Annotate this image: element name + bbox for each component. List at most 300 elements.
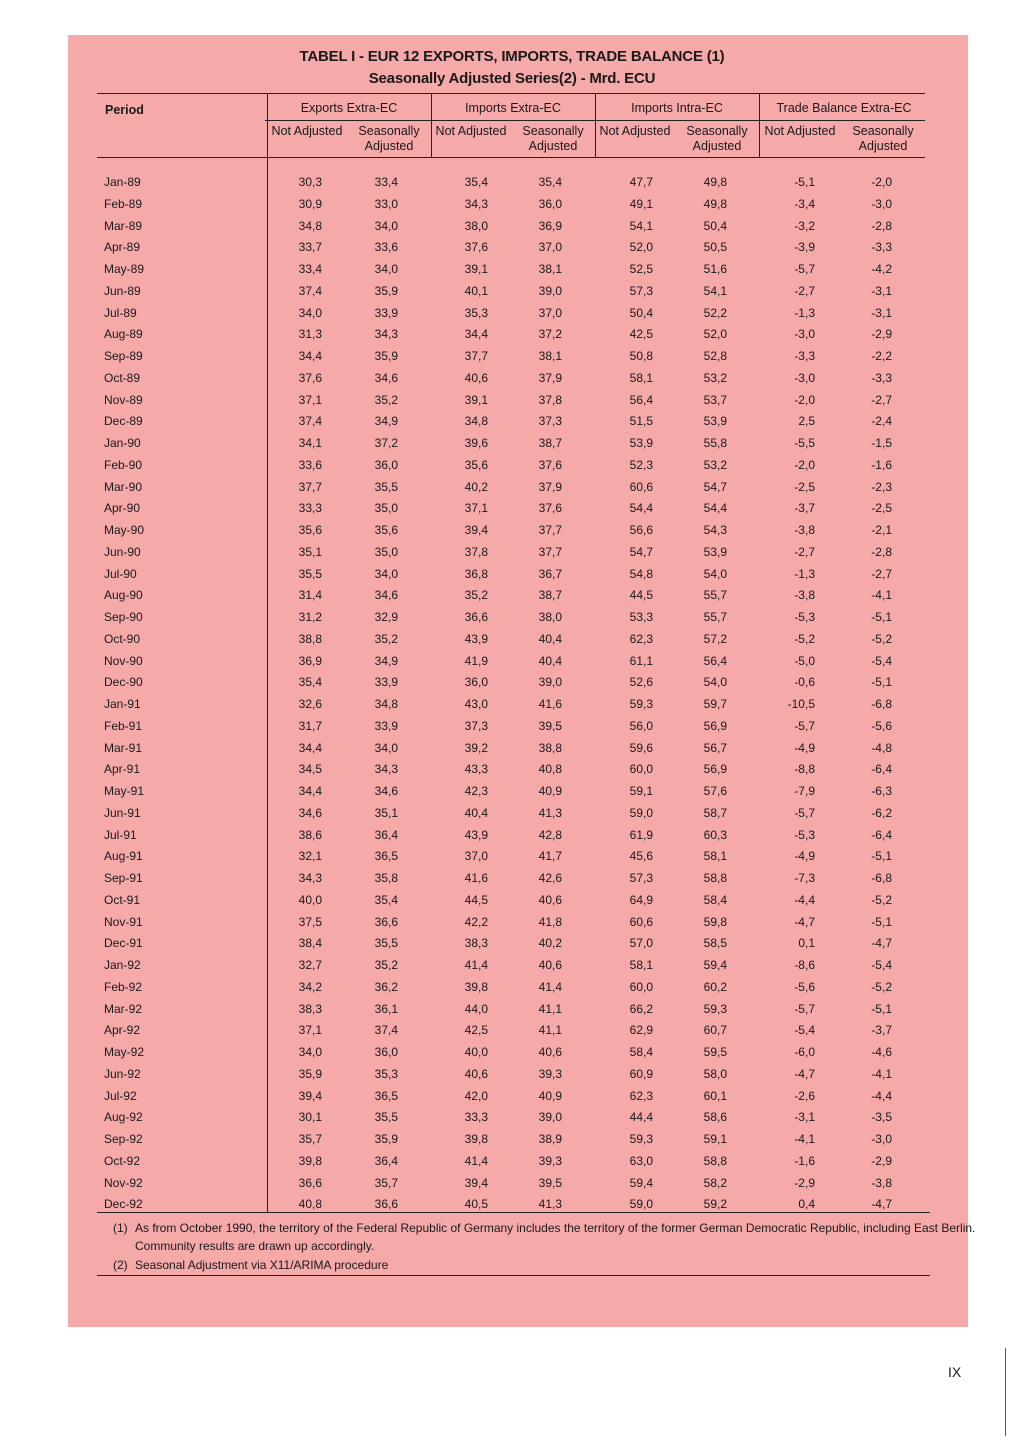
value-cell: 37,7 [298,479,322,494]
value-cell: 59,3 [703,1001,727,1016]
value-cell: 47,7 [629,175,653,189]
notes-bottom-rule [97,1275,930,1276]
value-cell: 37,0 [538,240,562,255]
note-2-marker: (2) [113,1258,128,1272]
value-cell: 58,5 [703,936,727,951]
value-cell: 32,6 [298,697,322,711]
value-cell: 39,4 [464,523,488,537]
header-top-rule [97,93,925,94]
table-row [0,629,1024,651]
value-cell: -1,6 [794,1153,815,1168]
value-cell: 55,8 [703,436,727,450]
table-row [0,477,1024,499]
value-cell: 34,0 [374,566,398,581]
value-cell: 35,5 [374,479,398,494]
value-cell: 36,9 [298,653,322,668]
value-cell: 41,3 [538,1197,562,1212]
value-cell: 59,3 [629,697,653,711]
value-cell: -4,4 [871,1088,892,1103]
value-cell: 53,2 [703,370,727,385]
value-cell: 35,0 [374,501,398,516]
value-cell: -1,6 [871,457,892,472]
value-cell: 54,4 [703,501,727,516]
value-cell: 37,6 [538,457,562,472]
value-cell: 59,3 [629,1132,653,1146]
value-cell: -3,3 [794,349,815,363]
value-cell: 30,3 [298,175,322,189]
value-cell: 60,0 [629,762,653,777]
value-cell: 50,8 [629,349,653,363]
table-row [0,194,1024,216]
value-cell: 34,0 [374,740,398,755]
value-cell: -5,4 [871,958,892,972]
value-cell: 59,1 [629,784,653,798]
table-row [0,803,1024,825]
value-cell: 59,0 [629,1197,653,1212]
value-cell: 53,9 [703,414,727,429]
value-cell: 42,5 [464,1023,488,1038]
value-cell: 61,1 [629,653,653,668]
value-cell: -4,2 [871,262,892,276]
table-row [0,1194,1024,1216]
value-cell: -4,9 [794,740,815,755]
note-1-text-continued: Community results are drawn up accordingly. [135,1239,375,1253]
value-cell: -2,4 [871,414,892,429]
period-cell: Apr-89 [104,240,141,255]
value-cell: 0,4 [798,1197,815,1212]
value-cell: -5,2 [794,631,815,646]
value-cell: -2,6 [794,1088,815,1103]
value-cell: 52,8 [703,349,727,363]
period-cell: Jul-92 [104,1088,137,1103]
value-cell: 57,3 [629,283,653,298]
value-cell: -5,1 [871,914,892,929]
value-cell: 39,0 [538,1110,562,1125]
period-cell: Sep-91 [104,871,143,885]
value-cell: 34,8 [374,697,398,711]
value-cell: 40,0 [298,892,322,907]
value-cell: 41,1 [538,1001,562,1016]
value-cell: 56,9 [703,718,727,733]
value-cell: 40,0 [464,1045,488,1059]
value-cell: -4,9 [794,849,815,864]
value-cell: 40,8 [538,762,562,777]
value-cell: 34,6 [374,588,398,603]
value-cell: 59,1 [703,1132,727,1146]
table-row [0,411,1024,433]
value-cell: -6,4 [871,762,892,777]
value-cell: -5,7 [794,805,815,820]
value-cell: 40,4 [464,805,488,820]
table-row [0,259,1024,281]
value-cell: 38,3 [298,1001,322,1016]
subheader-seasonally-adjusted: Seasonally Adjusted [522,124,584,153]
table-subtitle: Seasonally Adjusted Series(2) - Mrd. ECU [368,70,656,87]
value-cell: 59,7 [703,697,727,711]
value-cell: -5,5 [794,436,815,450]
table-row [0,955,1024,977]
value-cell: -3,8 [794,523,815,537]
value-cell: 39,3 [538,1153,562,1168]
value-cell: -2,0 [871,175,892,189]
value-cell: -7,9 [794,784,815,798]
period-cell: Mar-91 [104,740,143,755]
value-cell: 57,2 [703,631,727,646]
value-cell: 52,5 [629,262,653,276]
value-cell: 41,4 [538,979,562,994]
value-cell: 34,8 [298,218,322,233]
period-cell: Nov-91 [104,914,143,929]
table-row [0,1173,1024,1195]
value-cell: 58,2 [703,1175,727,1190]
period-header: Period [105,103,144,117]
value-cell: -3,3 [871,240,892,255]
value-cell: 36,0 [374,1045,398,1059]
page-edge-line [1005,1348,1006,1436]
value-cell: 42,5 [629,327,653,342]
table-row [0,303,1024,325]
period-cell: May-91 [104,784,145,798]
value-cell: 33,3 [298,501,322,516]
value-cell: -2,7 [871,392,892,407]
value-cell: 37,1 [464,501,488,516]
table-row [0,781,1024,803]
value-cell: -3,4 [794,196,815,211]
value-cell: 37,9 [538,479,562,494]
table-row [0,977,1024,999]
value-cell: 34,3 [374,762,398,777]
value-cell: 34,1 [298,436,322,450]
value-cell: 60,6 [629,914,653,929]
table-body [0,172,1024,1216]
table-row [0,651,1024,673]
value-cell: -3,2 [794,218,815,233]
value-cell: 39,1 [464,392,488,407]
value-cell: 36,5 [374,849,398,864]
table-row [0,890,1024,912]
value-cell: 41,8 [538,914,562,929]
value-cell: -3,9 [794,240,815,255]
table-row [0,868,1024,890]
table-row [0,498,1024,520]
value-cell: -2,2 [871,349,892,363]
value-cell: -5,2 [871,892,892,907]
period-cell: Jul-89 [104,305,137,320]
value-cell: 34,9 [374,414,398,429]
value-cell: -4,7 [794,914,815,929]
value-cell: 32,9 [374,610,398,624]
value-cell: -4,7 [871,1197,892,1212]
subheader-seasonally-adjusted: Seasonally Adjusted [686,124,748,153]
value-cell: 62,3 [629,1088,653,1103]
period-cell: Dec-90 [104,675,143,690]
value-cell: 35,4 [374,892,398,907]
period-cell: May-90 [104,523,145,537]
group-header-trade-balance: Trade Balance Extra-EC [776,101,912,115]
value-cell: -5,7 [794,262,815,276]
value-cell: -5,0 [794,653,815,668]
value-cell: 44,5 [629,588,653,603]
table-row [0,1064,1024,1086]
value-cell: 43,9 [464,631,488,646]
subheader-not-adjusted: Not Adjusted [435,124,507,138]
value-cell: 35,4 [298,675,322,690]
period-cell: Jun-89 [104,283,141,298]
value-cell: 40,5 [464,1197,488,1212]
value-cell: 40,6 [538,1045,562,1059]
table-row [0,281,1024,303]
value-cell: 37,4 [298,414,322,429]
period-cell: Jan-92 [104,958,141,972]
value-cell: 50,4 [629,305,653,320]
period-cell: Sep-90 [104,610,143,624]
value-cell: 40,8 [298,1197,322,1212]
table-row [0,390,1024,412]
value-cell: 36,2 [374,979,398,994]
value-cell: 33,6 [298,457,322,472]
table-row [0,216,1024,238]
value-cell: 34,0 [374,218,398,233]
value-cell: 54,7 [703,479,727,494]
period-cell: Mar-92 [104,1001,143,1016]
value-cell: -3,7 [794,501,815,516]
value-cell: 35,5 [298,566,322,581]
value-cell: 36,4 [374,1153,398,1168]
value-cell: 36,6 [464,610,488,624]
value-cell: 60,3 [703,827,727,842]
value-cell: 37,4 [298,283,322,298]
value-cell: 49,8 [703,175,727,189]
value-cell: 52,2 [703,305,727,320]
value-cell: 40,1 [464,283,488,298]
value-cell: 39,4 [298,1088,322,1103]
value-cell: 49,8 [703,196,727,211]
value-cell: -5,1 [871,849,892,864]
note-2-text: Seasonal Adjustment via X11/ARIMA procedure [135,1258,389,1272]
value-cell: 59,0 [629,805,653,820]
value-cell: 37,0 [538,305,562,320]
value-cell: 34,3 [374,327,398,342]
value-cell: 37,7 [464,349,488,363]
value-cell: 40,4 [538,653,562,668]
value-cell: 38,0 [464,218,488,233]
value-cell: -5,1 [871,1001,892,1016]
period-cell: Apr-92 [104,1023,141,1038]
value-cell: 39,8 [464,1132,488,1146]
value-cell: -3,8 [794,588,815,603]
value-cell: 53,9 [703,544,727,559]
value-cell: 38,9 [538,1132,562,1146]
period-cell: Feb-89 [104,196,143,211]
value-cell: -6,0 [794,1045,815,1059]
value-cell: 35,2 [374,392,398,407]
period-cell: Apr-90 [104,501,141,516]
value-cell: 37,1 [298,392,322,407]
period-cell: Aug-89 [104,327,143,342]
value-cell: 41,3 [538,805,562,820]
value-cell: 40,2 [538,936,562,951]
period-cell: Nov-90 [104,653,143,668]
table-row [0,694,1024,716]
period-cell: Oct-92 [104,1153,141,1168]
value-cell: 42,2 [464,914,488,929]
value-cell: 43,0 [464,697,488,711]
value-cell: 60,9 [629,1066,653,1081]
value-cell: -3,1 [871,283,892,298]
value-cell: 54,1 [629,218,653,233]
period-cell: Nov-89 [104,392,143,407]
value-cell: 58,4 [629,1045,653,1059]
value-cell: 55,7 [703,588,727,603]
table-row [0,433,1024,455]
value-cell: 59,5 [703,1045,727,1059]
value-cell: 36,9 [538,218,562,233]
value-cell: 60,2 [703,979,727,994]
table-row [0,933,1024,955]
period-cell: Jan-89 [104,175,141,189]
value-cell: 35,2 [464,588,488,603]
value-cell: 53,2 [703,457,727,472]
value-cell: -4,8 [871,740,892,755]
table-row [0,1129,1024,1151]
table-row [0,672,1024,694]
value-cell: 58,6 [703,1110,727,1125]
value-cell: 34,6 [298,805,322,820]
value-cell: 38,7 [538,588,562,603]
value-cell: -2,1 [871,523,892,537]
value-cell: -4,6 [871,1045,892,1059]
value-cell: 35,3 [464,305,488,320]
value-cell: 33,6 [374,240,398,255]
value-cell: 35,5 [374,936,398,951]
value-cell: 37,9 [538,370,562,385]
value-cell: 44,5 [464,892,488,907]
value-cell: 36,6 [298,1175,322,1190]
value-cell: 39,8 [298,1153,322,1168]
value-cell: -3,0 [871,196,892,211]
value-cell: 60,0 [629,979,653,994]
value-cell: 33,9 [374,718,398,733]
value-cell: 40,6 [538,958,562,972]
period-cell: Feb-90 [104,457,143,472]
value-cell: -4,7 [871,936,892,951]
value-cell: 35,0 [374,544,398,559]
value-cell: 45,6 [629,849,653,864]
value-cell: 52,3 [629,457,653,472]
value-cell: 58,8 [703,871,727,885]
value-cell: 56,0 [629,718,653,733]
value-cell: 38,3 [464,936,488,951]
value-cell: 31,7 [298,718,322,733]
value-cell: -2,7 [794,544,815,559]
period-cell: Nov-92 [104,1175,143,1190]
value-cell: 34,6 [374,784,398,798]
value-cell: -6,8 [871,871,892,885]
value-cell: 54,8 [629,566,653,581]
value-cell: 37,2 [374,436,398,450]
period-cell: Sep-92 [104,1132,143,1146]
period-cell: Dec-91 [104,936,143,951]
period-cell: Jan-90 [104,436,141,450]
value-cell: 41,4 [464,958,488,972]
value-cell: 32,1 [298,849,322,864]
value-cell: 63,0 [629,1153,653,1168]
subheader-not-adjusted: Not Adjusted [271,124,343,138]
value-cell: 31,2 [298,610,322,624]
value-cell: -10,5 [787,697,815,711]
value-cell: -5,1 [871,675,892,690]
value-cell: 41,7 [538,849,562,864]
period-cell: Oct-91 [104,892,141,907]
value-cell: 42,3 [464,784,488,798]
period-cell: Jun-92 [104,1066,141,1081]
value-cell: 33,4 [298,262,322,276]
value-cell: 35,6 [298,523,322,537]
value-cell: 37,0 [464,849,488,864]
value-cell: 39,5 [538,1175,562,1190]
value-cell: -5,3 [794,827,815,842]
value-cell: 36,6 [374,1197,398,1212]
value-cell: -5,4 [794,1023,815,1038]
value-cell: 33,9 [374,675,398,690]
value-cell: 31,4 [298,588,322,603]
value-cell: -5,6 [871,718,892,733]
value-cell: 35,4 [538,175,562,189]
period-cell: Jul-91 [104,827,137,842]
value-cell: 41,4 [464,1153,488,1168]
period-cell: Jun-90 [104,544,141,559]
value-cell: 59,2 [703,1197,727,1212]
value-cell: 56,9 [703,762,727,777]
value-cell: 36,0 [538,196,562,211]
value-cell: 51,6 [703,262,727,276]
value-cell: 36,0 [374,457,398,472]
value-cell: 37,2 [538,327,562,342]
value-cell: -3,8 [871,1175,892,1190]
value-cell: 66,2 [629,1001,653,1016]
period-cell: Dec-89 [104,414,143,429]
value-cell: 34,9 [374,653,398,668]
value-cell: 33,9 [374,305,398,320]
value-cell: 59,4 [629,1175,653,1190]
group-header-imports-extra: Imports Extra-EC [465,101,561,115]
value-cell: 37,7 [538,523,562,537]
value-cell: -3,7 [871,1023,892,1038]
value-cell: -3,0 [794,327,815,342]
value-cell: 51,5 [629,414,653,429]
table-row [0,759,1024,781]
subheader-not-adjusted: Not Adjusted [764,124,836,138]
value-cell: 35,3 [374,1066,398,1081]
value-cell: -5,7 [794,1001,815,1016]
table-row [0,999,1024,1021]
value-cell: 35,1 [298,544,322,559]
value-cell: -1,5 [871,436,892,450]
value-cell: -3,3 [871,370,892,385]
value-cell: 35,8 [374,871,398,885]
table-row [0,455,1024,477]
value-cell: 43,3 [464,762,488,777]
value-cell: -2,5 [794,479,815,494]
group-header-imports-intra: Imports Intra-EC [631,101,723,115]
table-row [0,346,1024,368]
value-cell: 56,6 [629,523,653,537]
value-cell: 58,1 [703,849,727,864]
value-cell: -3,0 [794,370,815,385]
value-cell: 39,1 [464,262,488,276]
period-cell: Aug-90 [104,588,143,603]
value-cell: 36,7 [538,566,562,581]
